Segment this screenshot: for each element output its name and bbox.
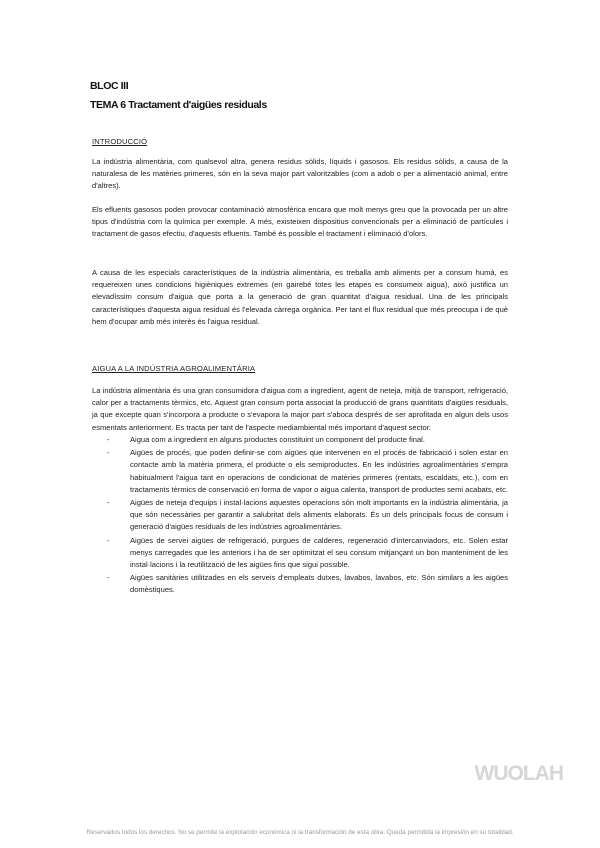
list-item-text: Aigües de neteja d'equips i instal·lacions aquestes operacions són molt importants en la indústria alimentària, ja que són necessàries per garantir a salubritat dels aliments elaborats. És un dels principals focus de consum i generació d'aigües residuals de les indústries agroalimentàries.: [130, 498, 508, 532]
agua-paragraph: La indústria alimentària és una gran consumidora d'aigua com a ingredient, agent de neteja, mitjà de transport, refrigeració, calor per a tractaments tèrmics, etc. Aquest gran consum porta associat la producció de grans quantitats d'aigües residuals, ja que excepte quan s'incorpora a producte o s'evapora la major part s'aboca després de ser aprofitada en algun dels usos esmentats anteriorment. Es tracta per tant de l'aspecte mediambiental més important d'aquest sector.: [92, 386, 508, 432]
intro-paragraph-3: A causa de les especials característiques de la indústria alimentària, es treballa amb aliments per a consum humà, es requereixen unes condicions higièniques extremes (en gairebé totes les etapes es consumeix aigua), això justifica un elevadíssim consum d'aigua que porta a la generació de gran quantitat d'aigua residual. Una de les principals característiques d'aquesta aigua residual és l'elevada càrrega orgànica. Per tant el flux residual que més preocupa i de què hem d'ocupar amb més interès és l'aigua residual.: [92, 268, 508, 326]
intro-section-title: INTRODUCCIÓ: [92, 137, 148, 146]
bullet-marker: -: [107, 498, 110, 508]
copyright-footer: Reservados todos los derechos. No se permite la explotación económica ni la transformación de esta obra. Queda permitida la impresión en su totalidad.: [86, 829, 514, 836]
intro-paragraph-1: La indústria alimentària, com qualsevol altra, genera residus sòlids, líquids i gasosos. Els residus sòlids, a causa de la naturalesa de les matèries primeres, són en la seva major part valoritzables (com a adob o per a alimentació animal, entre d'altres).: [92, 157, 508, 191]
intro-paragraph-2: Els efluents gasosos poden provocar contaminació atmosfèrica encara que molt menys greu que la provocada per un altre tipus d'indústria com la química per exemple. A més, existeixen dispositius convencionals per a eliminació de partícules i tractament de gasos efectiu, d'aquests efluents. També és possible el tractament i eliminació d'olors.: [92, 205, 508, 239]
list-item: [92, 447, 508, 496]
list-item-text: Aigües de procés, que poden definir-se com aigües que intervenen en el procés de fabricació i solen estar en contacte amb la matèria primera, el producte o els semiproductes. En les indústries agroalimentàries s'empra habitualment l'aigua tant en operacions de condicionat de matèries primeres (rentats, escaldats, etc.), com en tractaments tèrmics de conservació en forma de vapor o aigua calenta, transport de productes semi acabats, etc.: [130, 448, 508, 494]
list-item: [92, 497, 508, 534]
bullet-marker: -: [107, 535, 110, 545]
agua-bullet-list: [92, 434, 508, 598]
bullet-marker: -: [107, 573, 110, 583]
list-item: [92, 572, 508, 596]
bullet-marker: -: [107, 448, 110, 458]
list-item-text: Aigües sanitàries utilitzades en els serveis d'empleats dutxes, lavabos, lavabos, etc. Són similars a les aigües domèstiques.: [130, 573, 508, 595]
bullet-marker: -: [107, 435, 110, 444]
list-item-text: Aigua com a ingredient en alguns productes constituint un component del producte final.: [130, 435, 425, 444]
agua-section-title: AIGUA A LA INDÚSTRIA AGROALIMENTÀRIA: [92, 364, 256, 373]
list-item-text: Aigües de servei aigües de refrigeració, purgues de calderes, regeneració d'intercanviadors, etc. Solen estar menys carregades que les anteriors i ha de ser optimitzat el seu consum mitjançant un bon manteniment de les instal·lacions i la reutilització de les aigües fins que sigui possible.: [130, 535, 508, 570]
list-item: [92, 434, 508, 446]
tema-heading: TEMA 6 Tractament d'aigües residuals: [90, 99, 267, 111]
bloc-heading: BLOC III: [90, 80, 129, 92]
list-item: [92, 535, 508, 572]
wuolah-watermark-logo: WUOLAH: [474, 762, 563, 785]
